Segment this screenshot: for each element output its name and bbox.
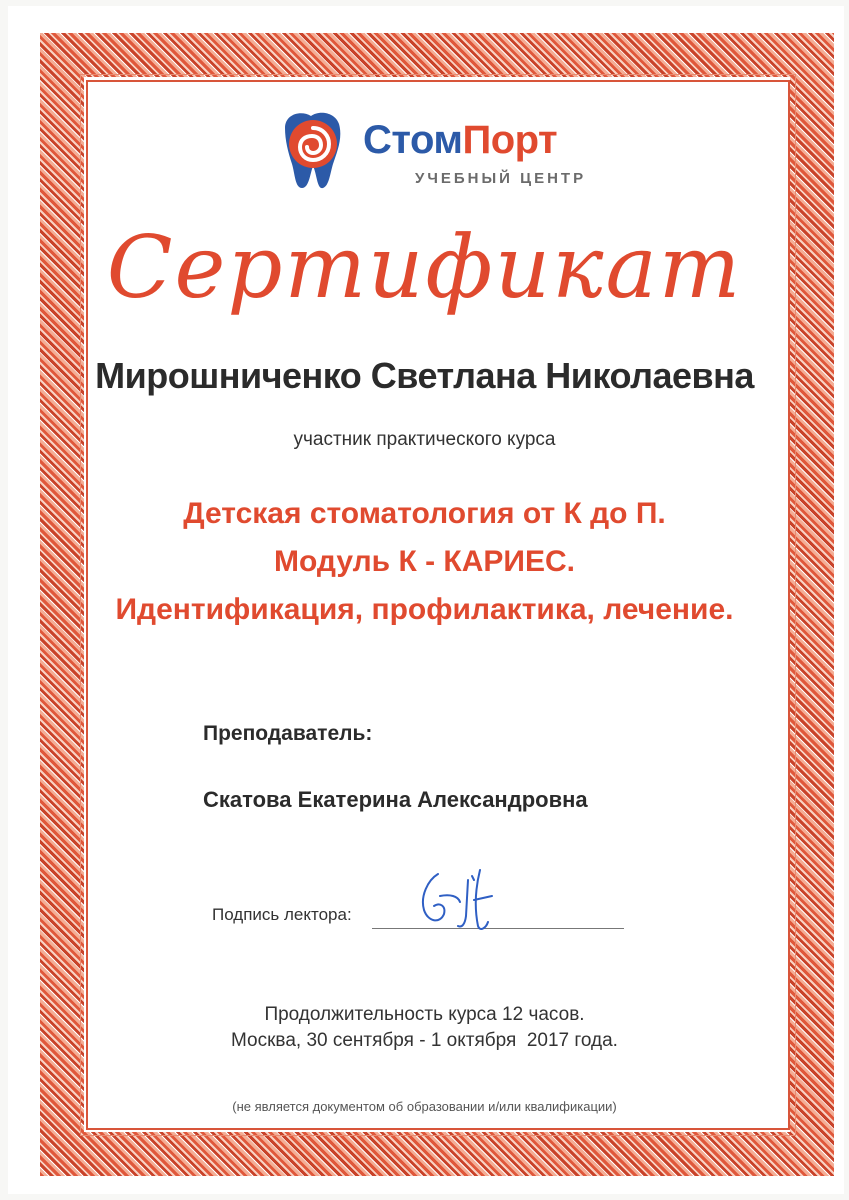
- course-line-3: Идентификация, профилактика, лечение.: [115, 593, 734, 626]
- course-line-1: Детская стоматология от К до П.: [183, 497, 666, 530]
- signature-label: Подпись лектора:: [212, 905, 352, 924]
- course-line-2: Модуль К - КАРИЕС.: [274, 545, 575, 578]
- stomport-logo: [275, 108, 615, 198]
- logo-name-part1: Стом: [363, 118, 463, 162]
- certificate-title: Сертификат: [106, 218, 743, 318]
- tooth-spiral-logo-icon: [275, 108, 355, 190]
- duration-line-2: Москва, 30 сентября - 1 октября 2017 года.: [231, 1030, 618, 1051]
- teacher-label: Преподаватель:: [203, 722, 373, 745]
- teacher-name: Скатова Екатерина Александровна: [203, 787, 588, 812]
- handwritten-signature: [410, 866, 500, 936]
- logo-name-part2: Порт: [462, 118, 558, 162]
- duration-line-1: Продолжительность курса 12 часов.: [264, 1004, 585, 1025]
- logo-subtitle: УЧЕБНЫЙ ЦЕНТР: [415, 170, 587, 187]
- legal-footnote: (не является документом об образовании и/или квалификации): [232, 1099, 617, 1114]
- course-duration: [0, 1002, 849, 1054]
- course-title: [0, 490, 849, 634]
- participant-text: участник практического курса: [293, 429, 556, 450]
- logo-name: [363, 118, 557, 163]
- recipient-name: Мирошниченко Светлана Николаевна: [95, 355, 754, 396]
